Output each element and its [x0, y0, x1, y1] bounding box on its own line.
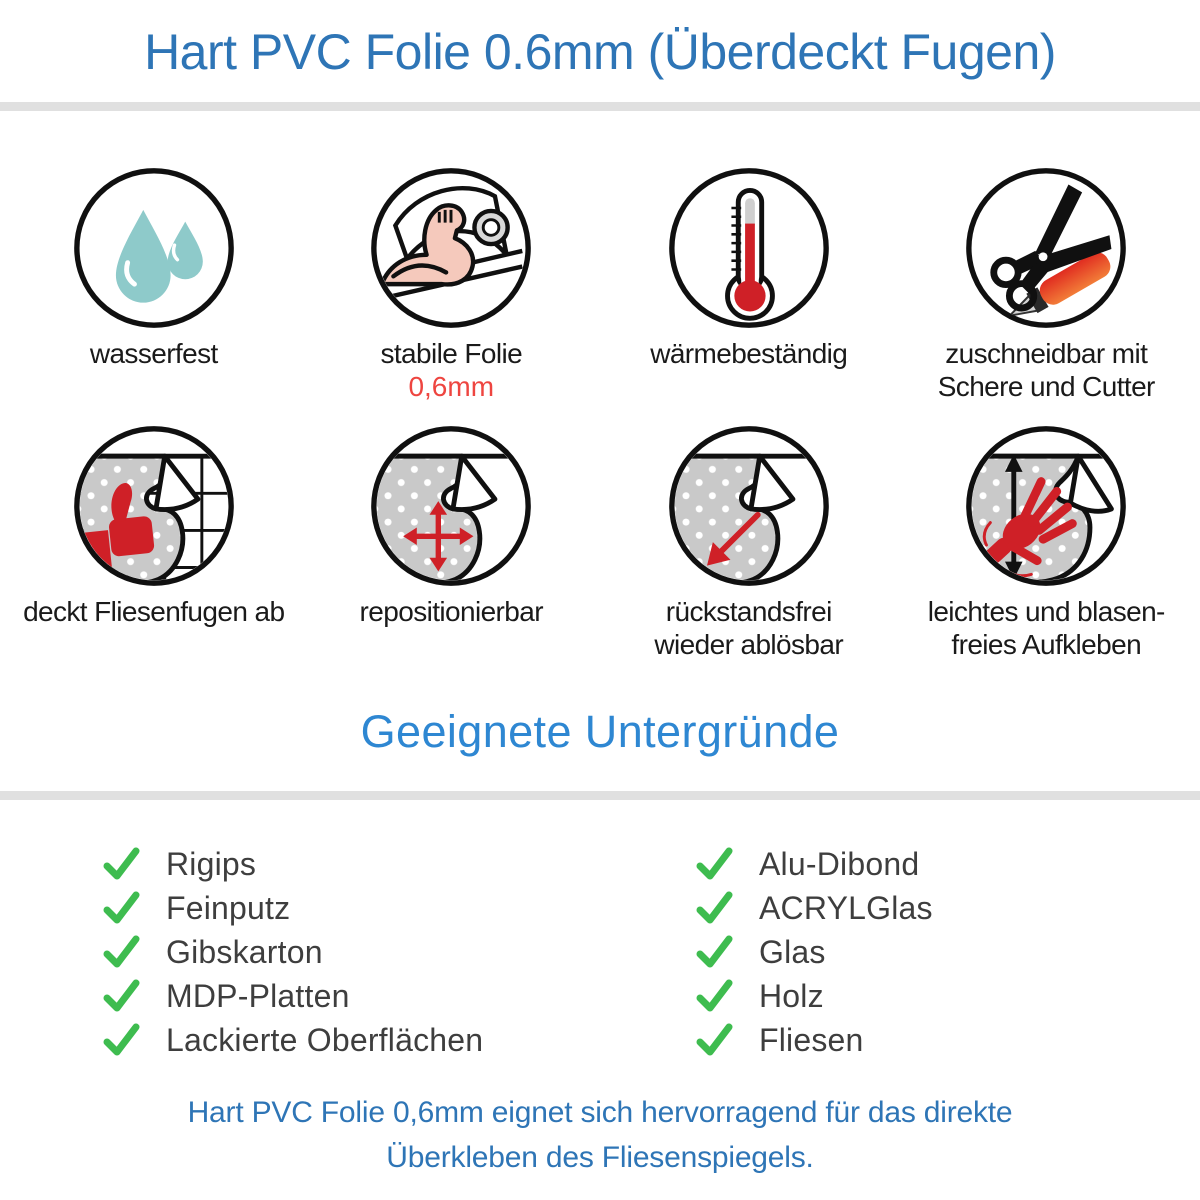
check-icon — [102, 847, 140, 881]
check-icon — [102, 979, 140, 1013]
scissors-cutter-icon — [963, 165, 1129, 331]
footer-line-1: Hart PVC Folie 0,6mm eignet sich hervorragend für das direkte — [187, 1096, 1013, 1130]
tile-grid-thumbs-up-icon — [71, 423, 237, 589]
feature-label: stabile Folie 0,6mm — [380, 338, 523, 403]
feature-waermebestaendig — [600, 165, 898, 403]
substrate-item: MDP-Platten — [102, 974, 695, 1018]
check-icon — [695, 891, 733, 925]
feature-rueckstandsfrei — [600, 423, 898, 661]
footer-line-2: Überkleben des Fliesenspiegels. — [386, 1141, 814, 1175]
feature-wasserfest — [5, 165, 303, 403]
footer-note — [0, 1090, 1200, 1180]
thickness-value: 0,6mm — [408, 371, 495, 403]
feature-label: rückstandsfrei wieder ablösbar — [654, 596, 844, 661]
feature-stabile-folie — [303, 165, 601, 403]
substrate-item: Gibskarton — [102, 930, 695, 974]
substrate-item: ACRYLGlas — [695, 886, 933, 930]
feature-repositionierbar — [303, 423, 601, 661]
substrate-list-left — [102, 842, 695, 1062]
check-icon — [695, 847, 733, 881]
feature-label: repositionierbar — [359, 596, 543, 628]
feature-label: leichtes und blasen- freies Aufkleben — [927, 596, 1165, 661]
feature-label: wärmebeständig — [650, 338, 848, 369]
feature-label: wasserfest — [89, 338, 218, 369]
check-icon — [695, 1023, 733, 1057]
substrate-item: Alu-Dibond — [695, 842, 933, 886]
peel-off-arrow-icon — [666, 423, 832, 589]
substrates-heading: Geeignete Untergründe — [360, 706, 840, 758]
check-icon — [102, 1023, 140, 1057]
substrate-list-right — [695, 842, 933, 1062]
divider-bar-top — [0, 102, 1200, 111]
substrate-item: Rigips — [102, 842, 695, 886]
move-arrows-foil-icon — [368, 423, 534, 589]
feature-deckt-fliesenfugen — [5, 423, 303, 661]
thermometer-icon — [666, 165, 832, 331]
substrate-item: Holz — [695, 974, 933, 1018]
substrate-lists — [102, 842, 1200, 1062]
substrate-item: Glas — [695, 930, 933, 974]
feature-label: deckt Fliesenfugen ab — [23, 596, 285, 628]
feature-label: zuschneidbar mit Schere und Cutter — [937, 338, 1155, 403]
feature-grid — [5, 165, 1195, 661]
check-icon — [102, 935, 140, 969]
check-icon — [102, 891, 140, 925]
hand-smoothing-foil-icon — [963, 423, 1129, 589]
divider-bar-middle — [0, 791, 1200, 800]
substrate-item: Lackierte Oberflächen — [102, 1018, 695, 1062]
substrate-item: Fliesen — [695, 1018, 933, 1062]
page-title: Hart PVC Folie 0.6mm (Überdeckt Fugen) — [144, 24, 1056, 80]
feature-zuschneidbar — [898, 165, 1196, 403]
feature-blasenfreies-aufkleben — [898, 423, 1196, 661]
substrate-item: Feinputz — [102, 886, 695, 930]
check-icon — [695, 979, 733, 1013]
water-drops-icon — [71, 165, 237, 331]
check-icon — [695, 935, 733, 969]
muscle-arm-foil-icon — [368, 165, 534, 331]
